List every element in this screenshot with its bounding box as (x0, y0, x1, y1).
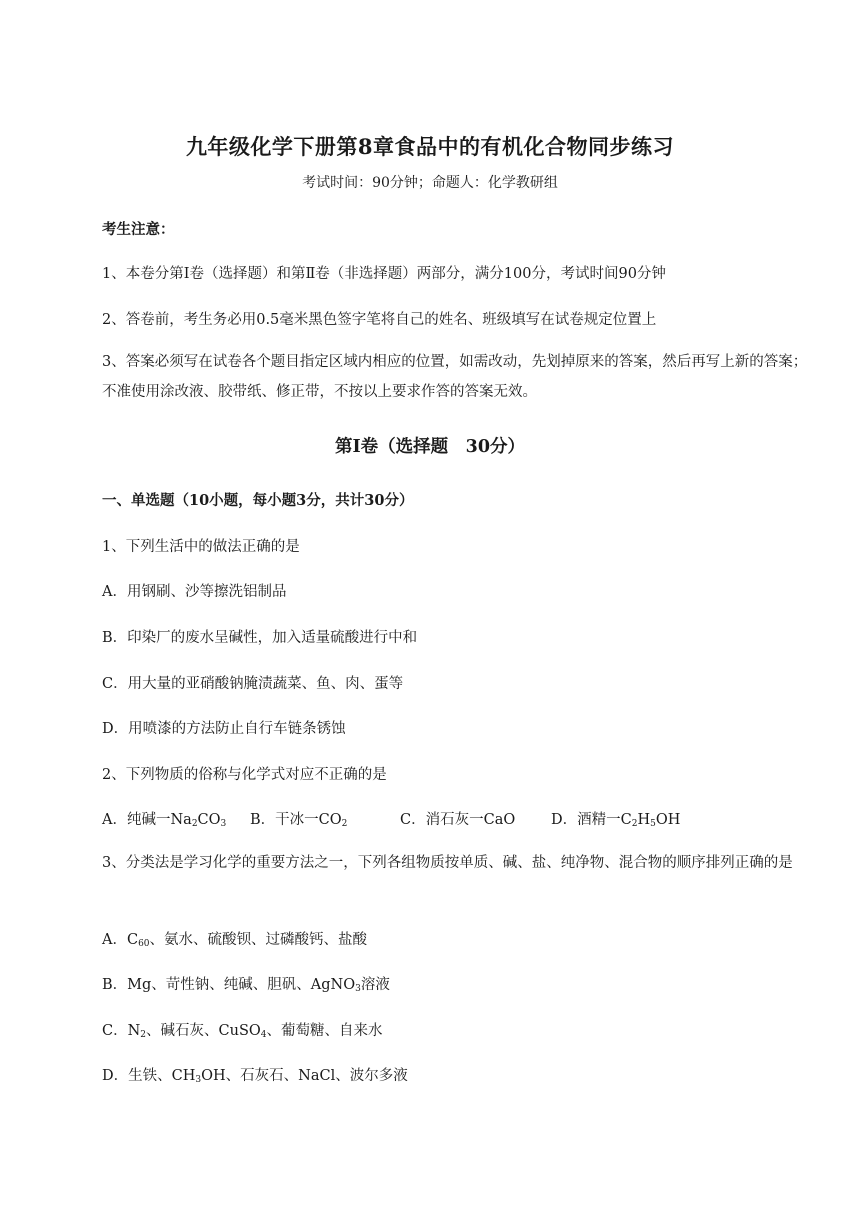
question-1-option-c: C．用大量的亚硝酸钠腌渍蔬菜、鱼、肉、蛋等 (102, 676, 404, 692)
question-1-option-a: A．用钢刷、沙等擦洗铝制品 (102, 584, 287, 600)
question-3-option-b: B．Mg、苛性钠、纯碱、胆矾、AgNO$_3$溶液 (102, 977, 390, 994)
question-2-option-c: C．消石灰一CaO (400, 812, 516, 828)
notice-heading: 考生注意： (102, 221, 175, 238)
question-2-option-d: D．酒精一$C_2H_5OH$ (551, 812, 681, 829)
notice-item-2: 2、答卷前，考生务必用0.5毫米黑色签字笔将自己的姓名、班级填写在试卷规定位置上 (102, 312, 657, 328)
document-subtitle: 考试时间：90分钟；命题人：化学教研组 (302, 175, 558, 191)
question-2-stem: 2、下列物质的俗称与化学式对应不正确的是 (102, 767, 387, 783)
section-title: 第Ⅰ卷（选择题 30分） (334, 437, 526, 457)
question-3-option-d: D．生铁、$CH_3OH$、石灰石、NaCl、波尔多液 (102, 1068, 408, 1085)
document-title: 九年级化学下册第8章食品中的有机化合物同步练习 (185, 134, 675, 159)
notice-item-3: 3、答案必须写在试卷各个题目指定区域内相应的位置，如需改动，先划掉原来的答案，然后再写上新的答案；不准使用涂改液、胶带纸、修正带，不按以上要求作答的答案无效。 (102, 354, 808, 400)
question-1-stem: 1、下列生活中的做法正确的是 (102, 539, 300, 555)
question-1-option-d: D．用喷漆的方法防止自行车链条锈蚀 (102, 721, 346, 737)
question-3-stem: 3、分类法是学习化学的重要方法之一，下列各组物质按单质、碱、盐、纯净物、混合物的顺序排列正确的是 (102, 855, 793, 871)
notice-item-1: 1、本卷分第Ⅰ卷（选择题）和第Ⅱ卷（非选择题）两部分，满分100分，考试时间90分钟 (102, 266, 666, 282)
question-3-option-a: A．$C_{60}$、氨水、硫酸钡、过磷酸钙、盐酸 (102, 932, 368, 949)
question-2-option-b: B．干冰一$CO_2$ (250, 812, 348, 829)
question-3-option-c: C．$N_2$、碱石灰、CuSO$_4$、葡萄糖、自来水 (102, 1023, 383, 1040)
question-1-option-b: B．印染厂的废水呈碱性，加入适量硫酸进行中和 (102, 630, 418, 646)
question-2-option-a: A．纯碱一$Na_2CO_3$ (102, 812, 227, 829)
part-heading: 一、单选题（10小题，每小题3分，共计30分） (102, 492, 414, 509)
